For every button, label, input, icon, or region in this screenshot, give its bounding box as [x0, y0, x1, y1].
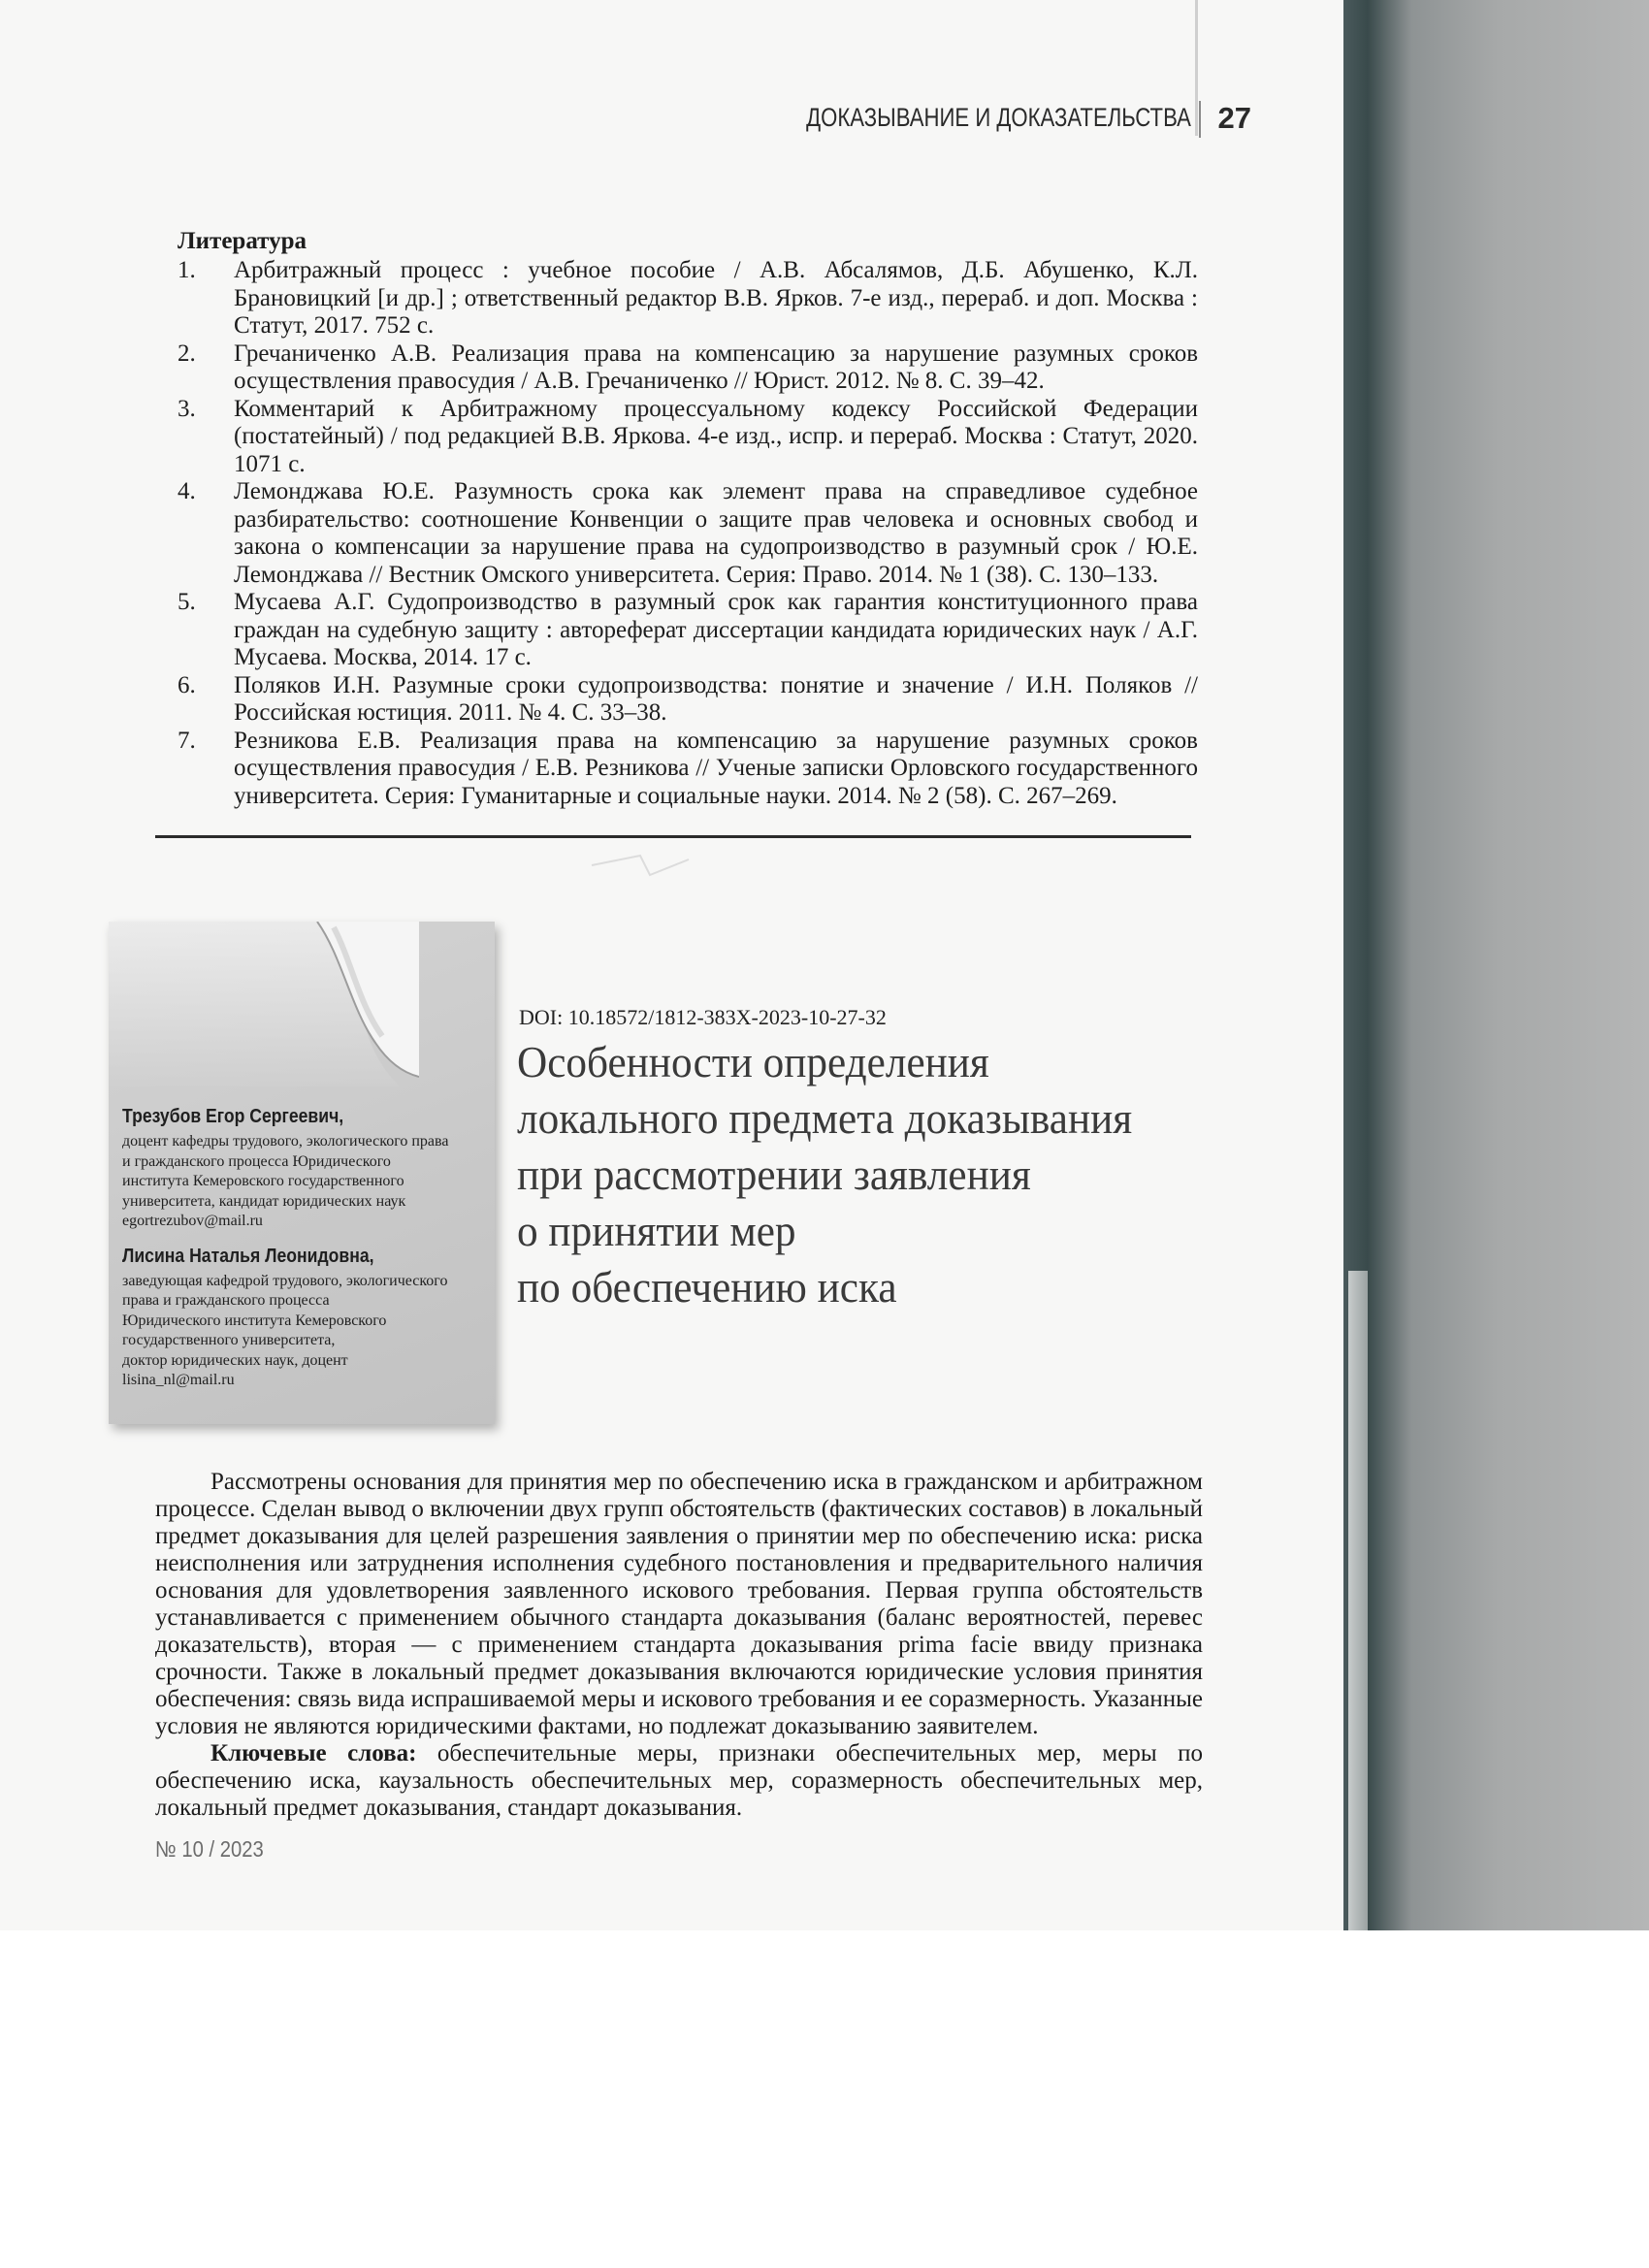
- author-affiliation-line: Юридического института Кемеровского: [122, 1312, 387, 1329]
- keywords-text: обеспечительные меры, признаки обеспечительных мер, меры по обеспечению иска, каузальность обеспечительных мер, соразмерность обеспечительных мер, локальный предмет доказывания, стандарт доказывания.: [155, 1740, 1203, 1821]
- title-line: по обеспечению иска: [517, 1262, 897, 1312]
- author-email: egortrezubov@mail.ru: [122, 1213, 263, 1229]
- header-divider: [1199, 101, 1201, 138]
- author-affiliation-line: права и гражданского процесса: [122, 1292, 330, 1309]
- author-affiliation-line: государственного университета,: [122, 1332, 336, 1348]
- abstract-text: Рассмотрены основания для принятия мер по обеспечению иска в гражданском и арбитражном процессе. Сделан вывод о включении двух групп обстоятельств (фактических составов) в локальный предмет доказывания для целей разрешения заявления о принятии мер по обеспечению иска: риска неисполнения или затруднения исполнения судебного постановления и предварительного наличия основания для удовлетворения заявленного искового требования. Первая группа обстоятельств устанавливается с применением обычного стандарта доказывания (баланс вероятностей, перевес доказательств), вторая — с применением стандарта доказывания prima facie ввиду признака срочности. Также в локальный предмет доказывания включаются юридические условия принятия обеспечения: связь вида испрашиваемой меры и искового требования и ее соразмерность. Указанные условия не являются юридическими фактами, но подлежат доказыванию заявителем.: [155, 1469, 1203, 1739]
- reference-item: [178, 672, 1198, 728]
- author-affiliation-line: доцент кафедры трудового, экологического права: [122, 1133, 449, 1150]
- reference-text: Гречаниченко А.В. Реализация права на компенсацию за нарушение разумных сроков осуществления правосудия / А.В. Гречаниченко // Юрист. 2012. № 8. С. 39–42.: [234, 340, 1198, 394]
- scan-edge-shadow: [1343, 0, 1649, 1940]
- reference-number: 1.: [178, 257, 196, 283]
- reference-item: [178, 396, 1198, 479]
- title-line: Особенности определения: [517, 1037, 989, 1086]
- reference-item: [178, 340, 1198, 396]
- author-affiliation-line: института Кемеровского государственного: [122, 1173, 404, 1189]
- author-affiliation-line: заведующая кафедрой трудового, экологического: [122, 1272, 448, 1289]
- reference-text: Резникова Е.В. Реализация права на компенсацию за нарушение разумных сроков осуществления правосудия / Е.В. Резникова // Ученые записки Орловского государственного университета. Серия: Гуманитарные и социальные науки. 2014. № 2 (58). С. 267–269.: [234, 727, 1198, 809]
- page-number: 27: [1217, 101, 1251, 135]
- reference-item: [178, 257, 1198, 340]
- running-title: ДОКАЗЫВАНИЕ И ДОКАЗАТЕЛЬСТВА: [806, 103, 1191, 132]
- reference-number: 4.: [178, 478, 196, 504]
- author-entry: [122, 1106, 491, 1232]
- literature-heading: Литература: [178, 228, 307, 254]
- reference-text: Арбитражный процесс : учебное пособие / А.В. Абсалямов, Д.Б. Абушенко, К.Л. Брановицкий [и др.] ; ответственный редактор В.В. Ярков. 7-е изд., перераб. и доп. Москва : Статут, 2017. 752 с.: [234, 257, 1198, 339]
- author-name: Лисина Наталья Леонидовна,: [122, 1245, 374, 1267]
- title-line: локального предмета доказывания: [517, 1093, 1133, 1143]
- reference-number: 6.: [178, 671, 196, 698]
- reference-number: 2.: [178, 340, 196, 367]
- article-doi: DOI: 10.18572/1812-383X-2023-10-27-32: [519, 1005, 887, 1029]
- author-name: Трезубов Егор Сергеевич,: [122, 1106, 344, 1127]
- authors-block: [122, 1106, 491, 1391]
- reference-number: 5.: [178, 589, 196, 615]
- reference-text: Мусаева А.Г. Судопроизводство в разумный срок как гарантия конституционного права граждан на судебную защиту : автореферат диссертации кандидата юридических наук / А.Г. Мусаева. Москва, 2014. 17 с.: [234, 589, 1198, 670]
- title-line: о принятии мер: [517, 1206, 796, 1255]
- reference-item: [178, 478, 1198, 589]
- keywords: [155, 1740, 1203, 1822]
- reference-list: [178, 257, 1198, 810]
- article-title: [517, 1034, 1228, 1315]
- section-divider: [155, 835, 1191, 838]
- keywords-label: Ключевые слова:: [210, 1740, 417, 1766]
- reference-item: [178, 589, 1198, 672]
- author-affiliation-line: университета, кандидат юридических наук: [122, 1192, 406, 1210]
- reference-item: [178, 728, 1198, 811]
- page-curl-graphic: [109, 922, 419, 1086]
- author-affiliation-line: и гражданского процесса Юридического: [122, 1152, 391, 1170]
- abstract: [155, 1469, 1203, 1822]
- author-entry: [122, 1246, 491, 1391]
- running-header: [795, 101, 1251, 140]
- scan-edge-highlight: [1348, 1271, 1368, 1969]
- reference-text: Комментарий к Арбитражному процессуальному кодексу Российской Федерации (постатейный) / под редакцией В.В. Яркова. 4-е изд., испр. и перераб. Москва : Статут, 2020. 1071 с.: [234, 395, 1198, 477]
- author-email: lisina_nl@mail.ru: [122, 1372, 235, 1388]
- reference-number: 3.: [178, 395, 196, 422]
- reference-text: Лемонджава Ю.Е. Разумность срока как элемент права на справедливое судебное разбирательство: соотношение Конвенции о защите прав человека и основных свобод и закона о компенсации за нарушение права на судопроизводство в разумный срок / Ю.Е. Лемонджава // Вестник Омского университета. Серия: Право. 2014. № 1 (38). С. 130–133.: [234, 478, 1198, 588]
- title-line: при рассмотрении заявления: [517, 1150, 1031, 1199]
- reference-number: 7.: [178, 727, 196, 754]
- reference-text: Поляков И.Н. Разумные сроки судопроизводства: понятие и значение / И.Н. Поляков // Российская юстиция. 2011. № 4. С. 33–38.: [234, 671, 1198, 726]
- issue-number: № 10 / 2023: [155, 1836, 264, 1862]
- author-affiliation-line: доктор юридических наук, доцент: [122, 1351, 348, 1369]
- scan-smudge: [582, 846, 698, 885]
- scan-bottom-margin: [0, 1930, 1649, 2268]
